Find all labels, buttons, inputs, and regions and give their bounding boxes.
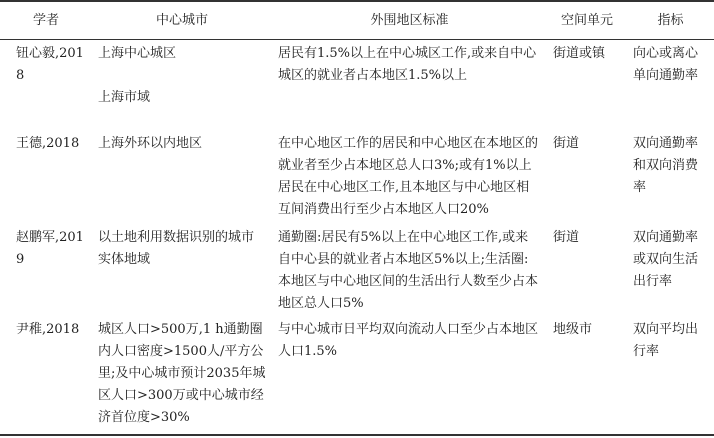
header-indicator: 指标 bbox=[627, 1, 714, 40]
cell-periphery-standard: 与中心城市日平均双向流动人口至少占本地区人口1.5% bbox=[272, 316, 547, 435]
cell-central-city-main: 上海中心城区 bbox=[98, 46, 177, 61]
table-header-row bbox=[0, 1, 714, 40]
cell-central-city: 上海外环以内地区 bbox=[98, 135, 203, 151]
cell-periphery-standard: 居民有1.5%以上在中心城区工作,或来自中心城区的就业者占本地区1.5%以上 bbox=[278, 46, 537, 83]
cell-scholar: 钮心毅,2018 bbox=[16, 46, 84, 83]
cell-central-city bbox=[92, 40, 272, 130]
table-row bbox=[0, 316, 714, 435]
cell-periphery-standard: 在中心地区工作的居民和中心地区在本地区的就业者至少占本地区总人口3%;或有1%以上居民在中心地区工作,且本地区与中心地区相互间消费出行至少占本地区人口20% bbox=[278, 135, 539, 217]
header-scholar: 学者 bbox=[0, 1, 92, 40]
cell-central-city-sub: 上海市域 bbox=[98, 90, 151, 105]
cell-periphery-standard: 通勤圈:居民有5%以上在中心地区工作,或来自中心县的就业者占本地区5%以上;生活圈:本地区与中心地区间的生活出行人数至少占本地区总人口5% bbox=[278, 229, 539, 311]
header-spatial-unit: 空间单元 bbox=[547, 1, 627, 40]
cell-central-city: 以土地利用数据识别的城市实体地域 bbox=[98, 229, 255, 267]
header-periphery-standard: 外围地区标准 bbox=[272, 1, 547, 40]
cell-scholar: 赵鹏军,2019 bbox=[16, 229, 84, 267]
cell-scholar: 王德,2018 bbox=[16, 135, 80, 151]
table-row bbox=[0, 40, 714, 130]
cell-spatial-unit: 街道 bbox=[553, 229, 580, 245]
header-central-city: 中心城市 bbox=[92, 1, 272, 40]
cell-spatial-unit: 街道 bbox=[553, 135, 580, 151]
table-row bbox=[0, 224, 714, 316]
cell-indicator: 向心或离心单向通勤率 bbox=[633, 46, 699, 83]
cell-indicator: 双向通勤率或双向生活出行率 bbox=[633, 229, 699, 289]
cell-spatial-unit: 地级市 bbox=[547, 316, 627, 435]
table-row bbox=[0, 130, 714, 224]
cell-indicator: 双向平均出行率 bbox=[627, 316, 714, 435]
cell-indicator: 双向通勤率和双向消费率 bbox=[633, 135, 699, 195]
cell-scholar: 尹稚,2018 bbox=[0, 316, 92, 435]
cell-central-city: 城区人口>500万,1 h通勤圈内人口密度>1500人/平方公里;及中心城市预计2035年城区人口>300万或中心城市经济首位度>30% bbox=[92, 316, 272, 435]
cell-spatial-unit: 街道或镇 bbox=[553, 46, 606, 61]
